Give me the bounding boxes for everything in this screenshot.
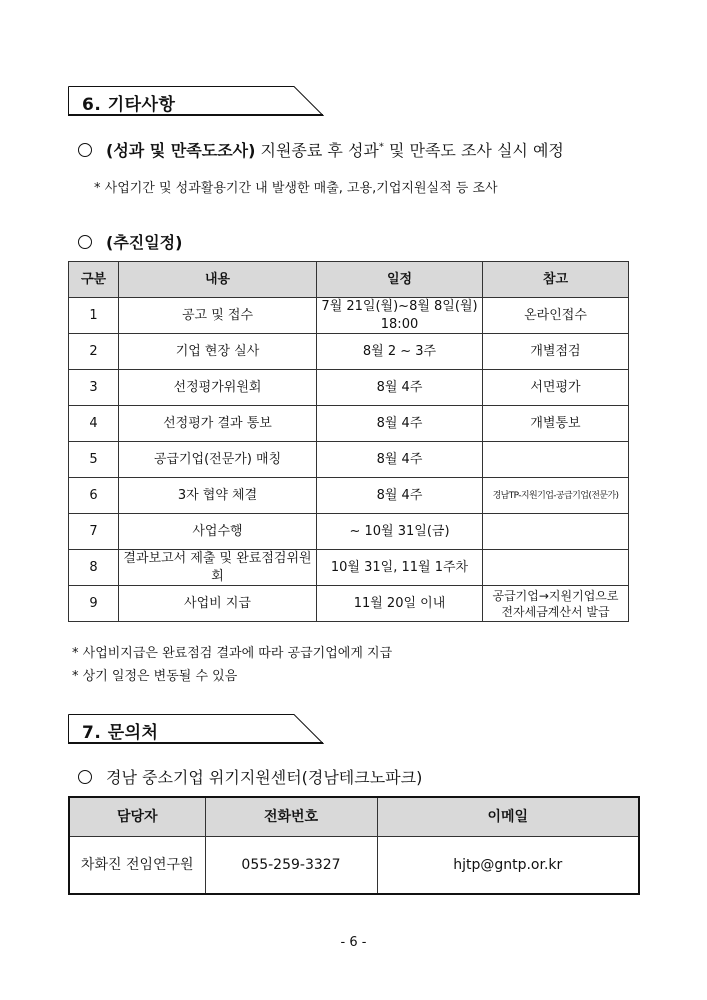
contact-header-row: [69, 797, 639, 837]
section-6-heading: [68, 86, 324, 116]
schedule-change-note: * 상기 일정은 변동될 수 있음: [72, 669, 238, 684]
cell-content: 사업비 지급: [119, 586, 317, 622]
cell-no: 6: [69, 478, 119, 514]
cell-note: 경남TP-지원기업-공급기업(전문가): [483, 478, 629, 514]
table-row: [69, 334, 629, 370]
schedule-header-row: [69, 262, 629, 298]
cell-date: 11월 20일 이내: [317, 586, 483, 622]
cell-content: 선정평가 결과 통보: [119, 406, 317, 442]
schedule-table: [68, 261, 629, 622]
cell-no: 4: [69, 406, 119, 442]
contact-table: [68, 796, 640, 895]
cell-date: 8월 4주: [317, 370, 483, 406]
header-cell: 이메일: [377, 797, 639, 837]
header-cell: 내용: [119, 262, 317, 298]
footnote-mark: *: [378, 141, 384, 153]
table-row: [69, 442, 629, 478]
table-row: [69, 370, 629, 406]
cell-note: 공급기업→지원기업으로 전자세금계산서 발급: [483, 586, 629, 622]
cell-date: 8월 2 ~ 3주: [317, 334, 483, 370]
cell-note: 온라인접수: [483, 298, 629, 334]
result-survey-note: * 사업기간 및 성과활용기간 내 발생한 매출, 고용,기업지원실적 등 조사: [94, 181, 498, 196]
contact-person: 차화진 전임연구원: [69, 837, 205, 895]
cell-content: 3자 협약 체결: [119, 478, 317, 514]
cell-content: 기업 현장 실사: [119, 334, 317, 370]
cell-date: 8월 4주: [317, 478, 483, 514]
cell-content: 결과보고서 제출 및 완료점검위원회: [119, 550, 317, 586]
cell-content: 선정평가위원회: [119, 370, 317, 406]
cell-no: 1: [69, 298, 119, 334]
cell-date: 8월 4주: [317, 406, 483, 442]
cell-content: 공급기업(전문가) 매칭: [119, 442, 317, 478]
cell-date: 8월 4주: [317, 442, 483, 478]
header-cell: 참고: [483, 262, 629, 298]
table-row: [69, 586, 629, 622]
cell-no: 2: [69, 334, 119, 370]
result-survey-item: [78, 138, 564, 161]
circle-bullet-icon: [78, 770, 92, 784]
result-survey-text-a: 지원종료 후 성과: [255, 141, 379, 160]
cell-content: 사업수행: [119, 514, 317, 550]
table-row: [69, 514, 629, 550]
section-6-title: 6. 기타사항: [82, 95, 176, 115]
contact-phone: 055-259-3327: [205, 837, 377, 895]
cell-note: 서면평가: [483, 370, 629, 406]
header-cell: 일정: [317, 262, 483, 298]
cell-no: 8: [69, 550, 119, 586]
cell-note: 개별통보: [483, 406, 629, 442]
page-number: - 6 -: [340, 935, 367, 950]
cell-date: 10월 31일, 11월 1주차: [317, 550, 483, 586]
table-row: [69, 298, 629, 334]
contact-email: hjtp@gntp.or.kr: [377, 837, 639, 895]
cell-date: 7월 21일(월)~8월 8일(월) 18:00: [317, 298, 483, 334]
cell-no: 3: [69, 370, 119, 406]
cell-note: 개별점검: [483, 334, 629, 370]
table-row: [69, 837, 639, 895]
circle-bullet-icon: [78, 143, 92, 157]
circle-bullet-icon: [78, 235, 92, 249]
result-survey-label: (성과 및 만족도조사): [106, 141, 256, 160]
result-survey-text-b: 및 만족도 조사 실시 예정: [383, 141, 564, 160]
cell-note: [483, 442, 629, 478]
schedule-item: [78, 230, 182, 253]
schedule-label: (추진일정): [106, 233, 183, 252]
cell-date: ~ 10월 31일(금): [317, 514, 483, 550]
table-row: [69, 406, 629, 442]
cell-note: [483, 514, 629, 550]
cell-no: 7: [69, 514, 119, 550]
cell-no: 9: [69, 586, 119, 622]
header-cell: 구분: [69, 262, 119, 298]
table-row: [69, 478, 629, 514]
payment-note: * 사업비지급은 완료점검 결과에 따라 공급기업에게 지급: [72, 646, 393, 661]
cell-content: 공고 및 접수: [119, 298, 317, 334]
cell-no: 5: [69, 442, 119, 478]
contact-center-item: [78, 765, 422, 788]
section-7-title: 7. 문의처: [82, 723, 159, 743]
header-cell: 전화번호: [205, 797, 377, 837]
header-cell: 담당자: [69, 797, 205, 837]
cell-note: [483, 550, 629, 586]
section-7-heading: [68, 714, 324, 744]
table-row: [69, 550, 629, 586]
contact-center-text: 경남 중소기업 위기지원센터(경남테크노파크): [106, 768, 423, 787]
